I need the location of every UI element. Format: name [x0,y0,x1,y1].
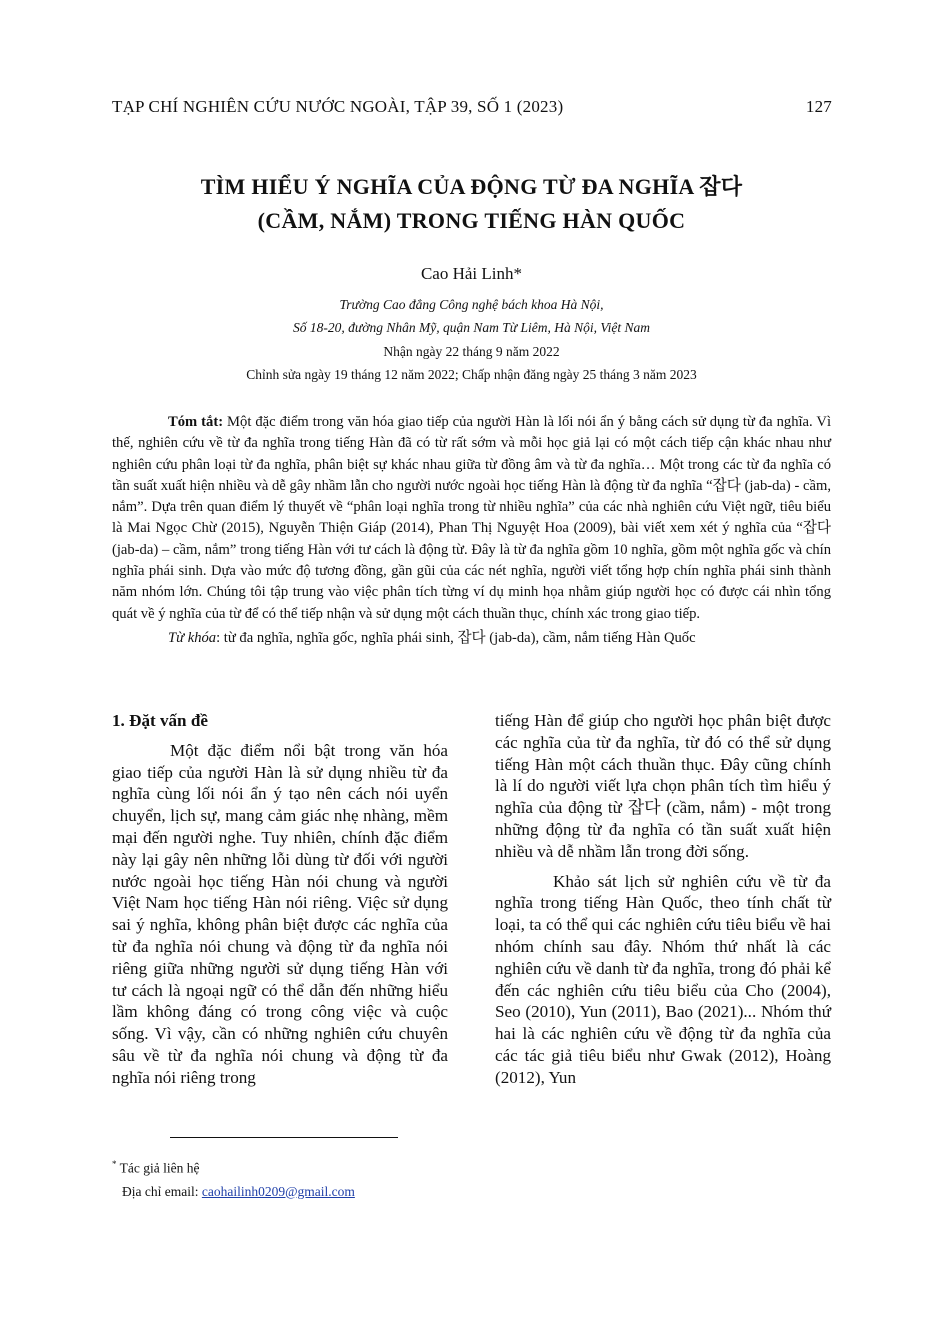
article-title [100,170,843,238]
keywords-label: Từ khóa [168,629,217,646]
author-name: Cao Hải Linh* [420,264,523,283]
footnote-corresponding [112,1153,812,1180]
footnote-divider [170,1137,398,1138]
revised-accepted-date: Chỉnh sửa ngày 19 tháng 12 năm 2022; Chấp nhận đăng ngày 25 tháng 3 năm 2023 [246,367,697,382]
abstract-label: Tóm tắt: [168,414,224,430]
footnote-email-line [112,1180,812,1203]
affiliation-line-2: Số 18-20, đường Nhân Mỹ, quận Nam Từ Liêm, Hà Nội, Việt Nam [293,320,650,335]
email-link[interactable]: caohailinh0209@gmail.com [201,1183,355,1199]
page-number: 127 [805,97,832,116]
keywords-text: : từ đa nghĩa, nghĩa gốc, nghĩa phái sinh, 잡다 (jab-da), cầm, nắm tiếng Hàn Quốc [216,629,696,646]
section-heading: 1. Đặt vấn đề [112,711,208,730]
abstract-text: Một đặc điểm trong văn hóa giao tiếp của người Hàn là lối nói ẩn ý bằng cách sử dụng từ đa nghĩa. Vì thế, nghiên cứu về từ đa nghĩa trong tiếng Hàn đã có từ rất sớm và mỗi học giả lại có một cách tiếp cận khác nhau như nghiên cứu phân loại từ đa nghĩa, phân biệt sự khác nhau giữa từ đồng âm và từ đa nghĩa… Một trong các từ đa nghĩa có tần suất xuất hiện nhiều và dễ gây nhầm lẫn cho người nước ngoài học tiếng Hàn là động từ đa nghĩa “잡다 (jab-da) - cầm, nắm”. Dựa trên quan điểm lý thuyết về “phân loại nghĩa trong từ nhiều nghĩa” của các nhà nghiên cứu Việt ngữ, tiêu biểu là Mai Ngọc Chừ (2015), Nguyễn Thiện Giáp (2014), Phan Thị Nguyệt Hoa (2009), bài viết xem xét ý nghĩa của “잡다 (jab-da) – cầm, nắm” trong tiếng Hàn với tư cách là động từ. Đây là từ đa nghĩa gồm 10 nghĩa, gồm một nghĩa gốc và chín nghĩa phái sinh. Dựa vào mức độ tương đồng, gần gũi của các nét nghĩa, người viết tổng hợp chín nghĩa phái sinh thành năm nhóm lớn. Chúng tôi tập trung vào việc phân tích từng ví dụ minh họa nhằm giúp người học có được cái nhìn tổng quát về ý nghĩa của từ để có thể tiếp nhận và sử dụng một cách thuần thục, chính xác trong giao tiếp. [112,414,831,622]
footnote-corresponding-text: Tác giả liên hệ [116,1160,200,1176]
journal-name: TẠP CHÍ NGHIÊN CỨU NƯỚC NGOÀI, TẬP 39, SỐ 1 (2023) [112,97,564,116]
footnote-marker: * [112,1159,117,1169]
title-line-1: TÌM HIỂU Ý NGHĨA CỦA ĐỘNG TỪ ĐA NGHĨA 잡다 [200,174,743,199]
body-paragraph: Khảo sát lịch sử nghiên cứu về từ đa nghĩa trong tiếng Hàn Quốc, theo tính chất từ loại, ta có thể qui các nghiên cứu tiêu biểu về hai nhóm chính sau đây. Nhóm thứ nhất là các nghiên cứu về danh từ đa nghĩa, trong đó phải kể đến các nghiên cứu tiêu biểu của Cho (2004), Seo (2010), Yun (2011), Bao (2021)... Nhóm thứ hai là các nghiên cứu về động từ đa nghĩa của các tác giả tiêu biểu như Gwak (2012), Hoàng (2012), Yun [495,871,831,1087]
title-line-2: (CẦM, NẮM) TRONG TIẾNG HÀN QUỐC [257,208,686,233]
body-paragraph: Một đặc điểm nổi bật trong văn hóa giao tiếp của người Hàn là sử dụng nhiều từ đa nghĩa cùng lối nói ẩn ý tạo nên cách nói uyển chuyển, lịch sự, mang cảm giác nhẹ nhàng, mềm mại đến người nghe. Tuy nhiên, chính đặc điểm này lại gây nên những lỗi dùng từ đối với người nước ngoài học tiếng Hàn nói chung và người Việt Nam học tiếng Hàn nói riêng. Việc sử dụng sai ý nghĩa, không phân biệt được các nghĩa của từ đa nghĩa nói chung và động từ đa nghĩa nói riêng giữa những người sử dụng tiếng Hàn với tư cách là ngoại ngữ có thể dẫn đến những hiểu lầm không đáng có trong công việc và cuộc sống. Vì vậy, cần có những nghiên cứu chuyên sâu về từ đa nghĩa nói chung và động từ đa nghĩa nói riêng trong [112,740,448,1087]
email-label: Địa chỉ email: [122,1183,202,1199]
body-right-column [495,710,831,1089]
abstract-paragraph [112,412,831,625]
footnote [112,1153,812,1203]
body-left-column [112,710,448,1089]
body-paragraph-continued: tiếng Hàn để giúp cho người học phân biệt được các nghĩa của từ đa nghĩa, từ đó có thể sử dụng tiếng Hàn một cách thuần thục. Đây cũng chính là lí do người viết lựa chọn phân tích tìm hiểu ý nghĩa của động từ 잡다 (cầm, nắm) - một trong những động từ đa nghĩa có tần suất xuất hiện nhiều và dễ nhầm lẫn trong đời sống. [495,711,831,861]
abstract [112,412,831,649]
running-header [112,97,832,117]
keywords [112,628,831,649]
received-date: Nhận ngày 22 tháng 9 năm 2022 [383,344,560,359]
affiliation-line-1: Trường Cao đẳng Công nghệ bách khoa Hà Nội, [339,297,604,312]
